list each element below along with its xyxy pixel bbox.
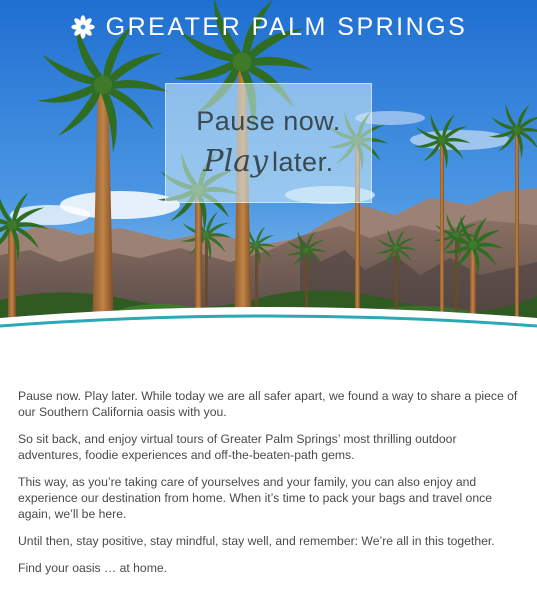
tagline-rest: later. — [272, 147, 334, 177]
paragraph-closing: Find your oasis … at home. — [18, 561, 168, 575]
paragraph-from-home: This way, as you’re taking care of yourselves and your family, you can also enjoy and experience our destination from home. When it’s time to pack your bags and travel once again, we’ll be here. — [18, 475, 492, 521]
tagline-line2 — [166, 144, 371, 179]
paragraph-intro: Pause now. Play later. While today we are all safer apart, we found a way to share a piece of our Southern California oasis with you. — [18, 389, 518, 419]
tagline-script-word: Play — [203, 144, 269, 179]
paragraph-virtual-tours: So sit back, and enjoy virtual tours of Greater Palm Springs’ most thrilling outdoor adventures, foodie experiences and off-the-beaten-path gems. — [18, 432, 457, 462]
sun-flower-icon — [70, 14, 96, 40]
body-copy — [18, 388, 523, 587]
brand-header[interactable] — [0, 10, 537, 44]
brand-name: GREATER PALM SPRINGS — [105, 12, 468, 41]
paragraph-stay-positive: Until then, stay positive, stay mindful, stay well, and remember: We’re all in this together. — [18, 534, 495, 548]
tagline-line1: Pause now. — [196, 106, 341, 136]
tagline-panel — [165, 83, 372, 203]
